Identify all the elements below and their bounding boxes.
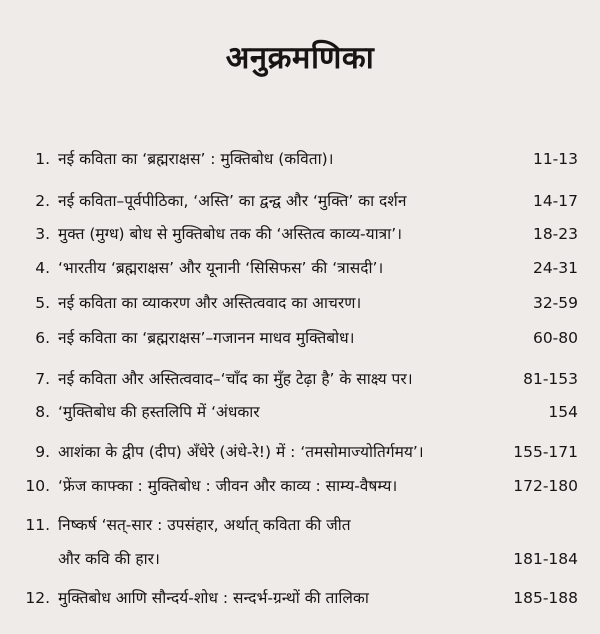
toc-entry-number: 8. [35, 403, 50, 421]
toc-entry-pages: 185-188 [513, 589, 578, 607]
toc-entry-number: 6. [35, 329, 50, 347]
toc-entry-number: 4. [35, 259, 50, 277]
toc-entry [0, 253, 600, 283]
toc-entry-number: 2. [35, 192, 50, 210]
toc-entry-title: नई कविता का ‘ब्रह्मराक्षस’–गजानन माधव मुक्तिबोध। [58, 329, 355, 347]
toc-entry [0, 544, 600, 574]
toc-entry-number: 1. [35, 150, 50, 168]
toc-entry [0, 144, 600, 174]
toc-entry-number: 11. [25, 516, 50, 534]
toc-entry-title: नई कविता और अस्तित्ववाद–‘चाँद का मुँह टेढ़ा है’ के साक्ष्य पर। [58, 370, 413, 388]
toc-entry-pages: 181-184 [513, 550, 578, 568]
toc-entry-title: और कवि की हार। [58, 550, 160, 568]
toc-entry [0, 219, 600, 249]
toc-entry-title: मुक्तिबोध आणि सौन्दर्य-शोध : सन्दर्भ-ग्रन्थों की तालिका [58, 589, 369, 607]
toc-entry-pages: 18-23 [532, 225, 578, 243]
toc-entry [0, 583, 600, 613]
toc-entry-pages: 155-171 [513, 443, 578, 461]
toc-entry [0, 323, 600, 353]
toc-entry-pages: 11-13 [532, 150, 578, 168]
toc-entry-pages: 24-31 [532, 259, 578, 277]
toc-entry [0, 186, 600, 216]
toc-entry-number: 9. [35, 443, 50, 461]
toc-entry-pages: 172-180 [513, 477, 578, 495]
toc-entry [0, 397, 600, 427]
toc-entry-title: ‘भारतीय ‘ब्रह्मराक्षस’ और यूनानी ‘सिसिफस’ की ‘त्रासदी’। [58, 259, 384, 277]
toc-entry-number: 3. [35, 225, 50, 243]
toc-entry-title: नई कविता का व्याकरण और अस्तित्ववाद का आचरण। [58, 294, 362, 312]
page-title: अनुक्रमणिका [225, 40, 375, 76]
toc-entry [0, 364, 600, 394]
toc-entry-title: मुक्त (मुग्ध) बोध से मुक्तिबोध तक की ‘अस्तित्व काव्य-यात्रा’। [58, 225, 402, 243]
toc-entry-pages: 154 [548, 403, 578, 421]
toc-entry-number: 5. [35, 294, 50, 312]
toc-entry-pages: 81-153 [523, 370, 578, 388]
toc-entry-pages: 32-59 [532, 294, 578, 312]
toc-entry-pages: 60-80 [532, 329, 578, 347]
toc-entry-title: निष्कर्ष ‘सत्-सार : उपसंहार, अर्थात् कविता की जीत [58, 516, 351, 534]
toc-entry [0, 437, 600, 467]
toc-entry-number: 12. [25, 589, 50, 607]
toc-entry-pages: 14-17 [532, 192, 578, 210]
toc-entry-title: नई कविता का ‘ब्रह्मराक्षस’ : मुक्तिबोध (कविता)। [58, 150, 334, 168]
toc-entry [0, 510, 600, 540]
toc-entry [0, 471, 600, 501]
toc-entry-number: 7. [35, 370, 50, 388]
toc-entry [0, 288, 600, 318]
toc-entry-title: ‘मुक्तिबोध की हस्तलिपि में ‘अंधकार [58, 403, 260, 421]
toc-entry-title: नई कविता–पूर्वपीठिका, ‘अस्ति’ का द्वन्द्व और ‘मुक्ति’ का दर्शन [58, 192, 407, 210]
toc-entry-number: 10. [25, 477, 50, 495]
toc-entry-title: ‘फ्रेंज काफ्का : मुक्तिबोध : जीवन और काव्य : साम्य-वैषम्य। [58, 477, 398, 495]
toc-entry-title: आशंका के द्वीप (दीप) अँधेरे (अंधे-रे!) में : ‘तमसोमाज्योतिर्गमय’। [58, 443, 424, 461]
